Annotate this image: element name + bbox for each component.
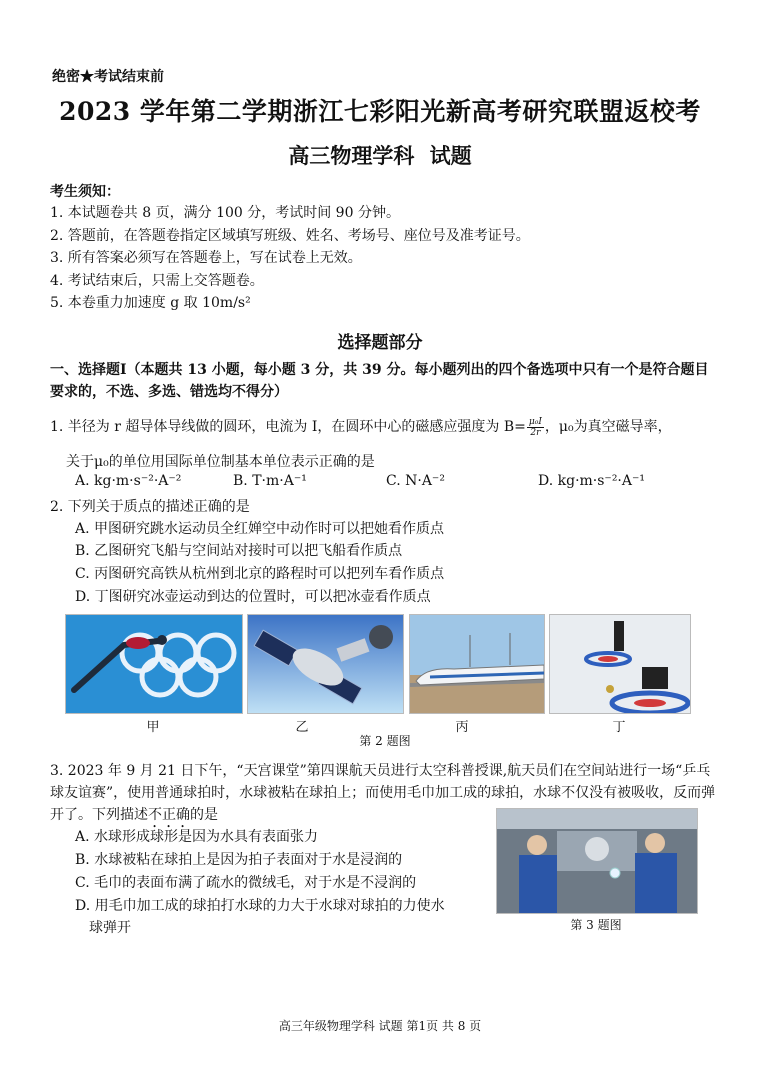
spacecraft-photo [247,614,404,714]
notice-item: 1. 本试题卷共 8 页，满分 100 分，考试时间 90 分钟。 [50,205,400,221]
figure-3-caption: 第 3 题图 [570,918,622,932]
notice-item: 4. 考试结束后，只需上交答题卷。 [50,272,264,289]
diver-illustration [66,615,242,713]
train-photo [409,614,545,714]
spacecraft-illustration [248,615,403,713]
notice-item: 2. 答题前，在答题卷指定区域填写班级、姓名、考场号、座位号及准考证号。 [50,227,530,244]
q1-option-a: A. kg·m·s⁻²·A⁻² [75,473,182,489]
q3-emphasis: 不正确 [148,807,190,823]
q2-option-b: B. 乙图研究飞船与空间站对接时可以把飞船看作质点 [75,543,403,559]
q2-option-d: D. 丁图研究冰壶运动到达的位置时，可以把冰壶看作质点 [75,589,431,605]
exam-title: 2023 学年第二学期浙江七彩阳光新高考研究联盟返校考 [59,97,701,126]
q1-frac-denominator: 2r [530,427,541,438]
image-label-jia: 甲 [146,720,160,735]
space-station-photo [496,808,698,914]
q2-option-a: A. 甲图研究跳水运动员全红婵空中动作时可以把她看作质点 [75,521,445,537]
q3-option-c: C. 毛巾的表面布满了疏水的微绒毛，对于水是不浸润的 [75,875,417,891]
q3-option-b: B. 水球被粘在球拍上是因为拍子表面对于水是浸润的 [75,852,403,868]
q3-stem-a: 3. 2023 年 9 月 21 日下午，“天宫课堂”第四课航天员进行太空科普授课,航天员们在空间站进行一场“乒乓球友谊赛”，使用普通球拍时，水球被粘在球拍上；而使用毛巾加工成的球拍，水球不仅没有被吸收，反而弹开了。下列描述 [50,763,716,823]
q2-option-c: C. 丙图研究高铁从杭州到北京的路程时可以把列车看作质点 [75,566,445,582]
image-label-ding: 丁 [612,720,626,735]
notice-list [50,202,530,315]
curling-illustration [550,615,690,713]
q3-stem-b: 的是 [190,807,218,823]
figure-2-caption: 第 2 题图 [359,734,411,748]
q1-option-c: C. N·A⁻² [386,473,445,489]
space-station-illustration [497,809,697,913]
question-2-stem: 2. 下列关于质点的描述正确的是 [50,499,250,515]
image-label-bing: 丙 [455,720,469,735]
q1-text-a: 1. 半径为 r 超导体导线做的圆环，电流为 I，在圆环中心的磁感应强度为 B= [50,419,526,435]
q1-text-c: 关于μ₀的单位用国际单位制基本单位表示正确的是 [66,454,375,470]
curling-photo [549,614,691,714]
secret-label: 绝密★考试结束前 [52,69,164,85]
q1-fraction [527,417,544,438]
notice-heading: 考生须知： [50,184,120,200]
question-1-stem [50,416,730,438]
notice-item: 3. 所有答案必须写在答题卷上，写在试卷上无效。 [50,250,362,266]
image-label-yi: 乙 [295,720,309,735]
q3-option-d: D. 用毛巾加工成的球拍打水球的力大于水球对球拍的力使水 [75,898,445,914]
subtitle-subject: 高三物理学科 [288,143,415,168]
diver-photo [65,614,243,714]
q1-options [75,473,735,495]
q1-frac-numerator: μ₀I [528,416,542,427]
page-footer: 高三年级物理学科 试题 第1页 共 8 页 [278,1019,482,1033]
q3-option-a: A. 水球形成球形是因为水具有表面张力 [75,829,319,845]
q1-text-b: ，μ₀为真空磁导率， [544,419,672,435]
subtitle-test: 试题 [429,143,472,168]
notice-item: 5. 本卷重力加速度 g 取 10m/s² [50,295,251,311]
section-title: 选择题部分 [337,333,423,353]
q1-option-d: D. kg·m·s⁻²·A⁻¹ [538,473,645,489]
q1-option-b: B. T·m·A⁻¹ [233,473,307,489]
part-instructions: 一、选择题Ⅰ（本题共 13 小题，每小题 3 分，共 39 分。每小题列出的四个备选项中只有一个是符合题目要求的，不选、多选、错选均不得分） [50,362,709,400]
train-illustration [410,615,544,713]
exam-subtitle [0,140,760,170]
q3-option-d-cont: 球弹开 [89,920,131,936]
